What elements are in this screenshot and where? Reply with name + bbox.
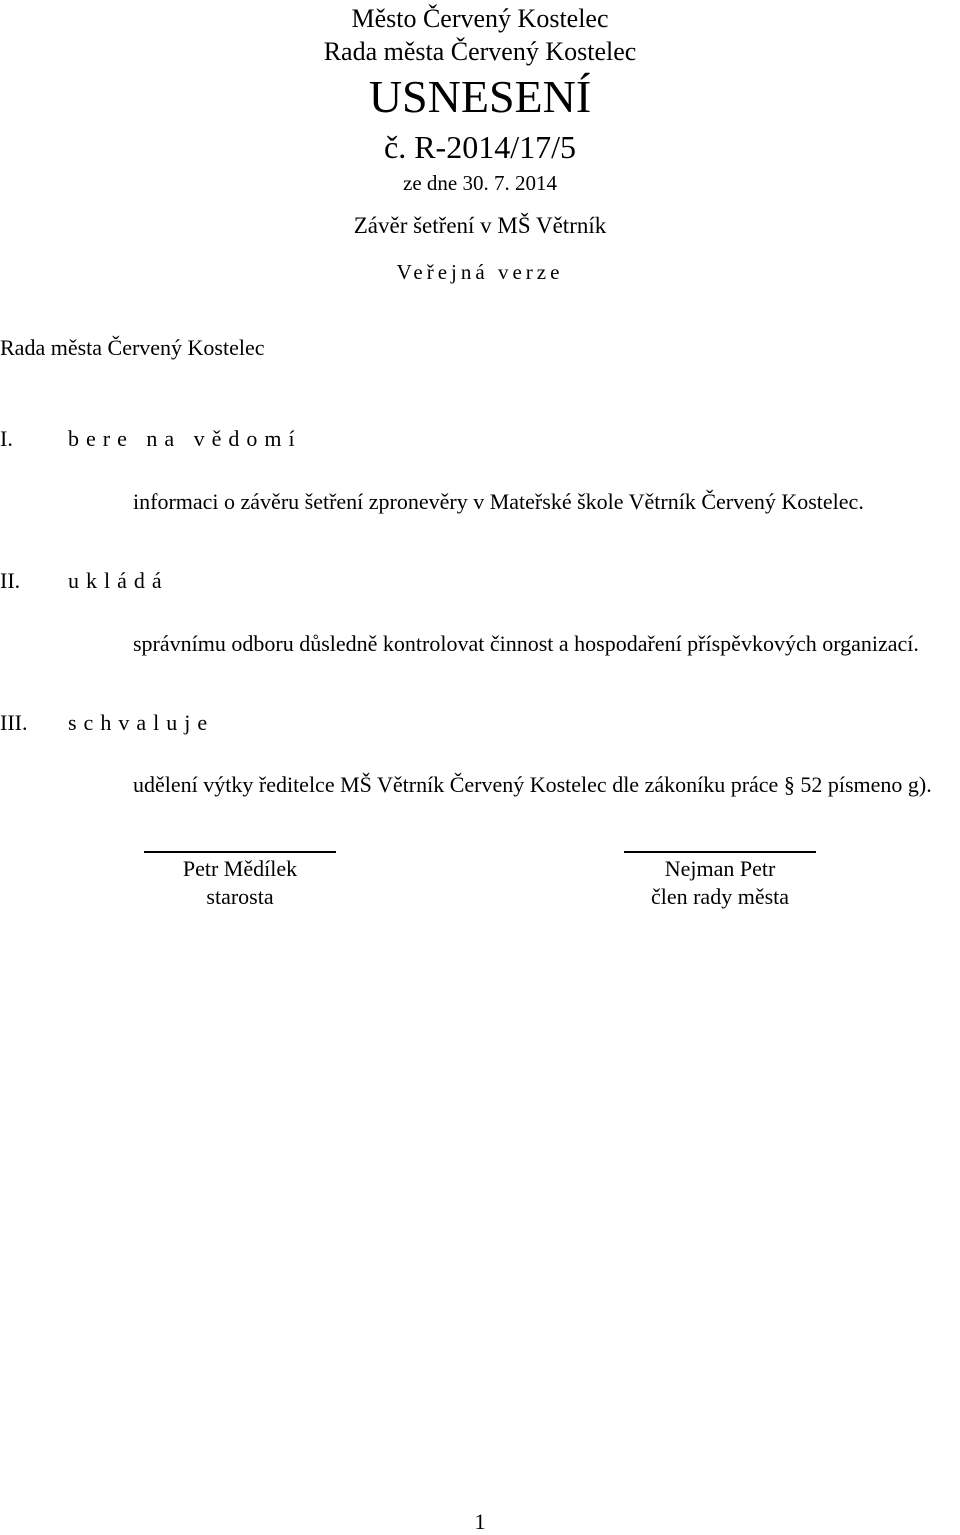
section-3-verb: schvaluje <box>68 710 215 735</box>
resolution-subject: Závěr šetření v MŠ Větrník <box>353 213 607 238</box>
section-1-text: informaci o závěru šetření zpronevěry v Mateřské škole Větrník Červený Kostelec. <box>133 489 864 514</box>
signature-name: Nejman Petr <box>664 856 776 881</box>
section-1-verb: bere na vědomí <box>68 426 302 451</box>
signature-block-member <box>600 855 840 911</box>
signature-line-left <box>144 851 336 853</box>
version-label: Veřejná verze <box>396 260 564 284</box>
signature-block-mayor <box>120 855 360 911</box>
signature-role: člen rady města <box>650 884 790 909</box>
section-2-number: II. <box>0 568 21 593</box>
signature-role: starosta <box>206 884 274 909</box>
section-2-verb: ukládá <box>68 568 169 593</box>
document-title: USNESENÍ <box>368 71 592 122</box>
signature-name: Petr Mědílek <box>182 856 298 881</box>
intro-text: Rada města Červený Kostelec <box>0 335 265 360</box>
resolution-number: č. R-2014/17/5 <box>384 129 576 165</box>
section-3-text: udělení výtky ředitelce MŠ Větrník Červený Kostelec dle zákoníku práce § 52 písmeno g). <box>133 772 932 797</box>
section-3-number: III. <box>0 710 28 735</box>
signature-line-right <box>624 851 816 853</box>
header-city: Město Červený Kostelec <box>351 4 609 33</box>
page-number: 1 <box>474 1509 486 1534</box>
section-1-number: I. <box>0 426 13 451</box>
resolution-date: ze dne 30. 7. 2014 <box>403 171 557 195</box>
section-2-text: správnímu odboru důsledně kontrolovat činnost a hospodaření příspěvkových organizací. <box>133 631 919 656</box>
header-council: Rada města Červený Kostelec <box>323 37 637 66</box>
